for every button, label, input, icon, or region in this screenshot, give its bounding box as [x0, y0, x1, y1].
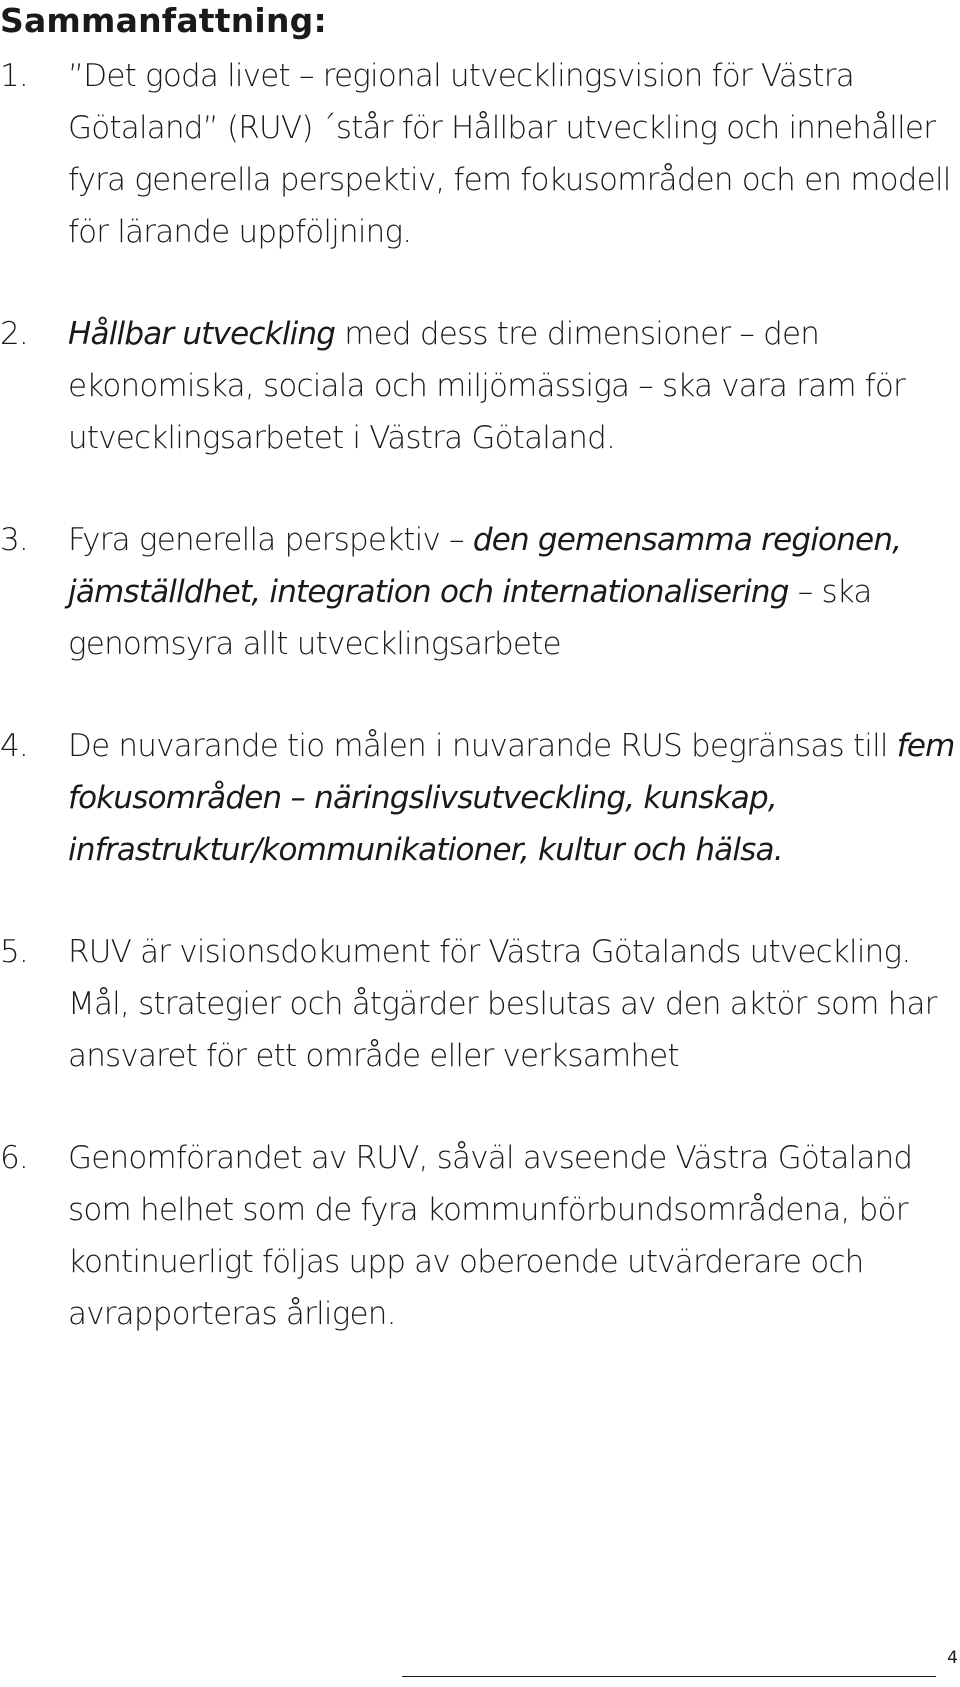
- item-text-emphasis: den gemensamma regionen, jämställdhet, integration och internationalisering: [68, 522, 902, 610]
- summary-item-6: [0, 1132, 956, 1340]
- item-number: 5.: [0, 934, 28, 970]
- item-text-emphasis: fem fokusområden – näringslivsutveckling, kunskap, infrastruktur/kommunikationer, kultur och hälsa.: [68, 728, 955, 868]
- summary-item-4: [0, 720, 956, 876]
- item-number: 6.: [0, 1140, 28, 1176]
- item-number: 1.: [0, 58, 28, 94]
- item-text-segment: Fyra generella perspektiv –: [68, 522, 473, 558]
- item-number: 3.: [0, 522, 28, 558]
- item-text-segment: RUV är visionsdokument för Västra Götalands utveckling. Mål, strategier och åtgärder beslutas av den aktör som har ansvaret för ett område eller verksamhet: [68, 934, 937, 1074]
- item-text: [68, 50, 956, 258]
- item-text: [68, 514, 956, 670]
- footer-divider: [402, 1676, 936, 1677]
- item-text: [68, 1132, 956, 1340]
- item-text-segment: med dess tre dimensioner – den ekonomiska, sociala och miljömässiga – ska vara ram för utvecklingsarbetet i Västra Götaland.: [68, 316, 906, 456]
- page-number: 4: [947, 1648, 958, 1668]
- item-text-segment: De nuvarande tio målen i nuvarande RUS begränsas till: [68, 728, 897, 764]
- item-number: 4.: [0, 728, 28, 764]
- item-number: 2.: [0, 316, 28, 352]
- item-text: [68, 308, 956, 464]
- item-text: [68, 926, 956, 1082]
- item-text-segment: – ska genomsyra allt utvecklingsarbete: [68, 574, 872, 662]
- summary-item-2: [0, 308, 956, 464]
- item-text-segment: Genomförandet av RUV, såväl avseende Västra Götaland som helhet som de fyra kommunförbundsområdena, bör kontinuerligt följas upp av oberoende utvärderare och avrapporteras årligen.: [68, 1140, 913, 1332]
- summary-item-5: [0, 926, 956, 1082]
- item-text: [68, 720, 956, 876]
- page-heading: Sammanfattning:: [0, 1, 327, 40]
- item-text-emphasis: Hållbar utveckling: [68, 316, 336, 352]
- summary-item-1: [0, 50, 956, 258]
- summary-list: [0, 50, 956, 1390]
- summary-item-3: [0, 514, 956, 670]
- item-text-segment: ”Det goda livet – regional utvecklingsvision för Västra Götaland” (RUV) ´står för Hållbar utveckling och innehåller fyra generella perspektiv, fem fokusområden och en modell för lärande uppföljning.: [68, 58, 951, 250]
